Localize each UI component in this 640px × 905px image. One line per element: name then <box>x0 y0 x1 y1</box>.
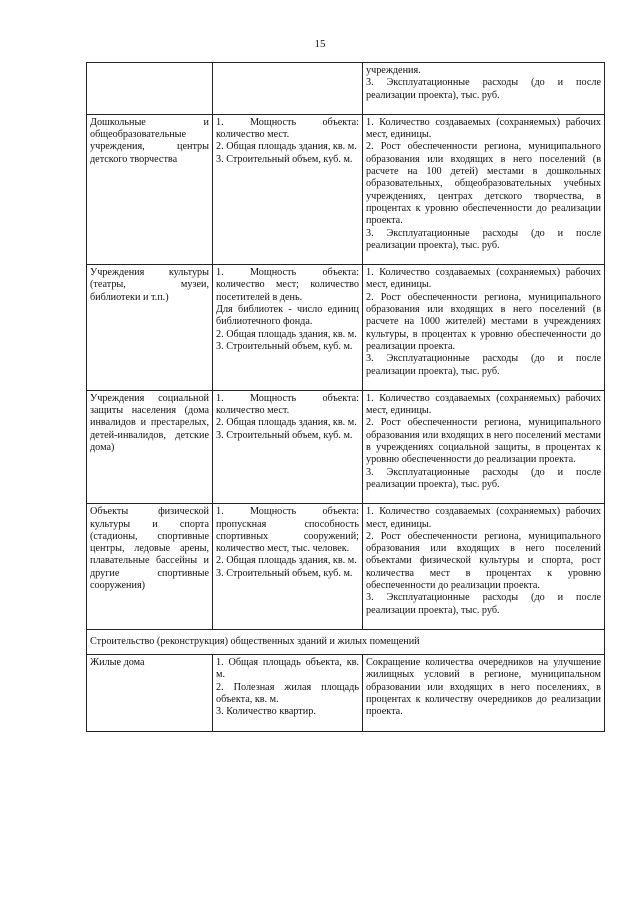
effects-cell <box>363 390 605 503</box>
effect-item: Сокращение количества очередников на улучшение жилищных условий в регионе, муниципальном образовании или входящих в него поселениях, в процентах к количеству очередников до реализации проекта. <box>366 657 601 718</box>
effect-item: 2. Рост обеспеченности региона, муниципального образования или входящих в него поселений (в расчете на 1000 жителей) местами в учреждениях культуры, в процентах к уровню обеспеченности до реализации проекта. <box>366 291 601 352</box>
capacity-item: 2. Полезная жилая площадь объекта, кв. м. <box>216 681 359 706</box>
table-row <box>87 390 605 503</box>
table-row <box>87 504 605 630</box>
effect-item: 1. Количество создаваемых (сохраняемых) рабочих мест, единицы. <box>366 506 601 530</box>
capacity-item: 2. Общая площадь здания, кв. м. <box>216 417 357 429</box>
capacity-item: 1. Мощность объекта: пропускная способность спортивных сооружений; количество мест, тыс. человек. <box>216 506 359 555</box>
capacity-item: 3. Строительный объем, куб. м. <box>216 429 353 441</box>
table-row <box>87 63 605 115</box>
object-cell: Дошкольные и общеобразовательные учреждения, центры детского творчества <box>87 114 213 264</box>
capacity-item: 1. Мощность объекта: количество мест. <box>216 116 359 141</box>
capacity-cell <box>213 63 363 115</box>
capacity-cell <box>213 390 363 503</box>
effect-item: 2. Рост обеспеченности региона, муниципального образования или входящих в него поселений местами в учреждениях социальной защиты, в процентах к уровню обеспеченности до реализации проекта. <box>366 417 601 466</box>
capacity-item: 3. Строительный объем, куб. м. <box>216 340 353 352</box>
effect-item: 3. Эксплуатационные расходы (до и после реализации проекта), тыс. руб. <box>366 77 601 101</box>
table-row <box>87 114 605 264</box>
table-body <box>87 63 605 732</box>
capacity-cell <box>213 504 363 630</box>
capacity-item: 2. Общая площадь здания, кв. м. <box>216 141 357 153</box>
object-cell: Жилые дома <box>87 655 213 731</box>
effects-cell <box>363 63 605 115</box>
capacity-cell <box>213 655 363 731</box>
effects-cell <box>363 504 605 630</box>
effect-item: 1. Количество создаваемых (сохраняемых) рабочих мест, единицы. <box>366 116 601 141</box>
object-cell <box>87 63 213 115</box>
effects-cell <box>363 265 605 391</box>
section-heading: Строительство (реконструкция) общественных зданий и жилых помещений <box>87 629 605 654</box>
table-row <box>87 655 605 731</box>
effect-item: 1. Количество создаваемых (сохраняемых) рабочих мест, единицы. <box>366 267 601 291</box>
object-cell: Учреждения социальной защиты населения (дома инвалидов и престарелых, детей-инвалидов, детские дома) <box>87 390 213 503</box>
capacity-cell <box>213 114 363 264</box>
effect-item: 3. Эксплуатационные расходы (до и после реализации проекта), тыс. руб. <box>366 466 601 490</box>
effect-item: 3. Эксплуатационные расходы (до и после реализации проекта), тыс. руб. <box>366 353 601 377</box>
section-row <box>87 629 605 654</box>
page-number: 15 <box>314 38 326 50</box>
capacity-item: 1. Общая площадь объекта, кв. м. <box>216 657 359 681</box>
effect-item: 3. Эксплуатационные расходы (до и после реализации проекта), тыс. руб. <box>366 227 601 251</box>
capacity-item: 1. Мощность объекта: количество мест. <box>216 392 359 417</box>
object-cell: Учреждения культуры (театры, музеи, библиотеки и т.п.) <box>87 265 213 391</box>
indicators-table <box>86 62 605 732</box>
effects-cell <box>363 114 605 264</box>
object-cell: Объекты физической культуры и спорта (стадионы, спортивные центры, ледовые арены, плавательные бассейны и другие спортивные сооружения) <box>87 504 213 630</box>
capacity-item: 3. Строительный объем, куб. м. <box>216 153 353 165</box>
capacity-cell <box>213 265 363 391</box>
effects-cell <box>363 655 605 731</box>
table-row <box>87 265 605 391</box>
capacity-item: 2. Общая площадь здания, кв. м. <box>216 555 357 567</box>
capacity-item: 1. Мощность объекта: количество мест; количество посетителей в день. <box>216 267 359 303</box>
capacity-item: Для библиотек - число единиц библиотечного фонда. <box>216 304 359 328</box>
effect-item: 1. Количество создаваемых (сохраняемых) рабочих мест, единицы. <box>366 392 601 417</box>
effect-item: 2. Рост обеспеченности региона, муниципального образования или входящих в него поселений (в расчете на 100 детей) местами в дошкольных образовательных, общеобразовательных учебных учреждениях, центрах детского творчества, в процентах к уровню обеспеченности до реализации проекта. <box>366 141 601 227</box>
capacity-item: 3. Строительный объем, куб. м. <box>216 567 353 579</box>
capacity-item: 2. Общая площадь здания, кв. м. <box>216 328 357 340</box>
effect-item: учреждения. <box>366 65 421 76</box>
effect-item: 2. Рост обеспеченности региона, муниципального образования или входящих в него поселений объектами физической культуры и спорта, рост количества мест в процентах к уровню обеспеченности до реализации проекта. <box>366 530 601 591</box>
capacity-item: 3. Количество квартир. <box>216 706 316 718</box>
effect-item: 3. Эксплуатационные расходы (до и после реализации проекта), тыс. руб. <box>366 592 601 616</box>
